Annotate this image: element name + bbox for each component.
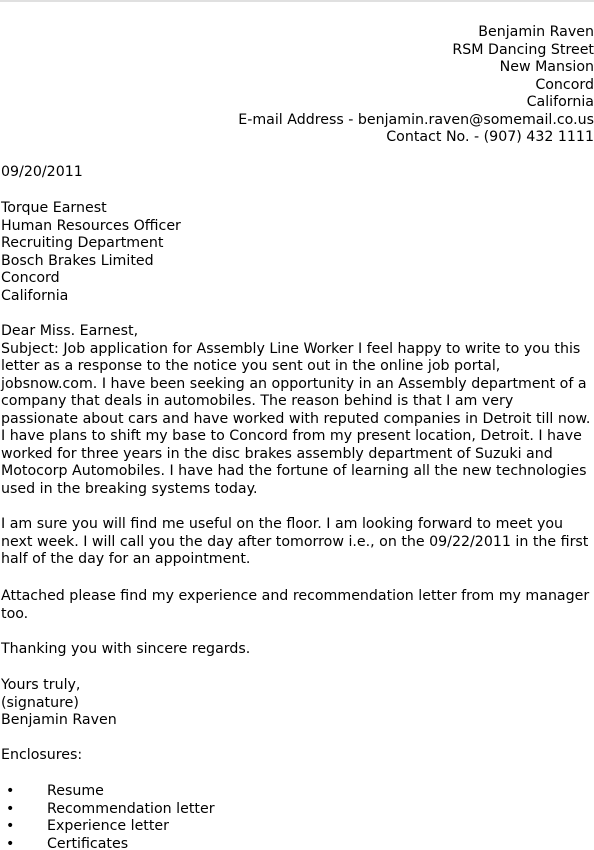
sender-name: Benjamin Raven bbox=[478, 24, 594, 40]
closing-block bbox=[1, 677, 591, 730]
enclosure-item: • Recommendation letter bbox=[1, 801, 591, 819]
closing-name: Benjamin Raven bbox=[1, 712, 117, 728]
body-paragraph-4: Thanking you with sincere regards. bbox=[1, 641, 251, 657]
body-paragraph-2-block bbox=[1, 516, 591, 569]
signature-placeholder: (signature) bbox=[1, 694, 79, 711]
sender-area: New Mansion bbox=[499, 59, 594, 75]
body-paragraph-3: Attached please find my experience and recommendation letter from my manager too. bbox=[1, 588, 590, 622]
enclosure-item: • Experience letter bbox=[1, 818, 591, 836]
body-paragraph-4-block bbox=[1, 641, 591, 659]
sender-address-block bbox=[238, 24, 594, 147]
letter-date: 09/20/2011 bbox=[1, 164, 83, 180]
sender-email: E-mail Address - benjamin.raven@somemail.co.us bbox=[238, 111, 594, 128]
sender-city: Concord bbox=[535, 76, 594, 93]
letter-date-block bbox=[1, 164, 591, 182]
recipient-address-block bbox=[1, 200, 591, 305]
recipient-city: Concord bbox=[1, 270, 60, 286]
letter-body-main bbox=[1, 323, 591, 498]
enclosures-heading: Enclosures: bbox=[1, 747, 83, 763]
enclosure-item: • Certificates bbox=[1, 836, 591, 850]
recipient-title: Human Resources Officer bbox=[1, 217, 181, 234]
enclosures-heading-block bbox=[1, 747, 591, 765]
body-paragraph-1: Subject: Job application for Assembly Line Worker I feel happy to write to you this letter as a response to the notice you sent out in the online job portal, jobsnow.com. I have been seeking an opportunity in an Assembly department of a company that deals in automobiles. The reason behind is that I am very passionate about cars and have worked with reputed companies in Detroit till now. I have plans to shift my base to Concord from my present location, Detroit. I have worked for three years in the disc brakes assembly department of Suzuki and Motocorp Automobiles. I have had the fortune of learning all the new technologies used in the breaking systems today. bbox=[1, 340, 591, 497]
valediction: Yours truly, bbox=[1, 677, 81, 693]
sender-state: California bbox=[526, 94, 594, 110]
salutation: Dear Miss. Earnest, bbox=[1, 323, 139, 339]
recipient-department: Recruiting Department bbox=[1, 235, 164, 251]
body-paragraph-3-block bbox=[1, 588, 591, 623]
sender-contact: Contact No. - (907) 432 1111 bbox=[386, 129, 594, 145]
recipient-state: California bbox=[1, 287, 69, 304]
recipient-name: Torque Earnest bbox=[1, 200, 107, 216]
sender-street: RSM Dancing Street bbox=[452, 41, 594, 58]
enclosures-list bbox=[1, 783, 591, 850]
enclosure-item: • Resume bbox=[1, 783, 591, 801]
enclosures-list-block bbox=[1, 783, 591, 850]
top-divider bbox=[0, 0, 594, 2]
body-paragraph-2: I am sure you will find me useful on the floor. I am looking forward to meet you next week. I will call you the day after tomorrow i.e., on the 09/22/2011 in the first half of the day for an appointment. bbox=[1, 516, 589, 567]
recipient-company: Bosch Brakes Limited bbox=[1, 252, 154, 269]
